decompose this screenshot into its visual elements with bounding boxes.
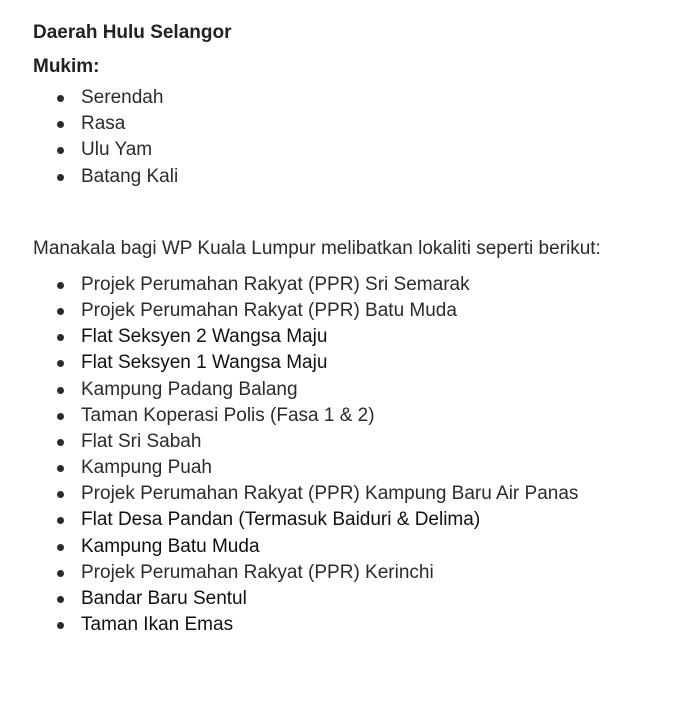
list-item-text: Ulu Yam (81, 139, 153, 161)
bullet-icon (57, 491, 64, 498)
list-item (33, 272, 673, 298)
list-item-text: Projek Perumahan Rakyat (PPR) Kampung Baru Air Panas (81, 483, 579, 505)
list-item (33, 586, 673, 612)
list-item-text: Flat Desa Pandan (Termasuk Baiduri & Delima) (81, 509, 481, 531)
bullet-icon (57, 360, 64, 367)
list-item (33, 560, 673, 586)
list-item-text: Kampung Puah (81, 457, 212, 479)
list-item (33, 298, 673, 324)
list-item-text: Serendah (81, 87, 164, 108)
list-item-text: Taman Ikan Emas (81, 614, 234, 636)
list-item (33, 324, 673, 350)
bullet-icon (57, 95, 64, 102)
mukim-list (33, 85, 673, 190)
list-item (33, 377, 673, 403)
bullet-icon (57, 544, 64, 551)
list-item (33, 507, 673, 533)
list-item-text: Kampung Padang Balang (81, 378, 298, 400)
list-item (33, 403, 673, 429)
list-item-text: Projek Perumahan Rakyat (PPR) Sri Semarak (81, 273, 470, 295)
bullet-icon (57, 282, 64, 289)
list-item (33, 534, 673, 560)
list-item (33, 350, 673, 376)
list-item-text: Batang Kali (81, 165, 179, 187)
district-heading: Daerah Hulu Selangor (33, 22, 232, 43)
kl-intro-text: Manakala bagi WP Kuala Lumpur melibatkan lokaliti seperti berikut: (33, 237, 601, 259)
list-item (33, 164, 673, 190)
document-body (33, 21, 673, 638)
list-item (33, 85, 673, 111)
list-item (33, 429, 673, 455)
list-item-text: Projek Perumahan Rakyat (PPR) Kerinchi (81, 561, 434, 583)
bullet-icon (57, 596, 64, 603)
bullet-icon (57, 622, 64, 629)
list-item-text: Bandar Baru Sentul (81, 588, 247, 609)
bullet-icon (57, 334, 64, 341)
kl-locality-list (33, 272, 673, 639)
mukim-heading: Mukim: (33, 56, 100, 77)
list-item (33, 111, 673, 137)
list-item-text: Projek Perumahan Rakyat (PPR) Batu Muda (81, 299, 457, 321)
list-item-text: Flat Seksyen 1 Wangsa Maju (81, 352, 328, 374)
list-item-text: Flat Sri Sabah (81, 430, 202, 452)
bullet-icon (57, 174, 64, 181)
bullet-icon (57, 147, 64, 154)
bullet-icon (57, 387, 64, 394)
list-item-text: Kampung Batu Muda (81, 535, 260, 557)
list-item (33, 137, 673, 163)
bullet-icon (57, 439, 64, 446)
list-item (33, 481, 673, 507)
bullet-icon (57, 121, 64, 128)
list-item-text: Taman Koperasi Polis (Fasa 1 & 2) (81, 404, 375, 426)
list-item (33, 455, 673, 481)
bullet-icon (57, 308, 64, 315)
bullet-icon (57, 413, 64, 420)
list-item (33, 612, 673, 638)
list-item-text: Flat Seksyen 2 Wangsa Maju (81, 326, 328, 348)
list-item-text: Rasa (81, 113, 126, 135)
bullet-icon (57, 465, 64, 472)
bullet-icon (57, 517, 64, 524)
bullet-icon (57, 570, 64, 577)
